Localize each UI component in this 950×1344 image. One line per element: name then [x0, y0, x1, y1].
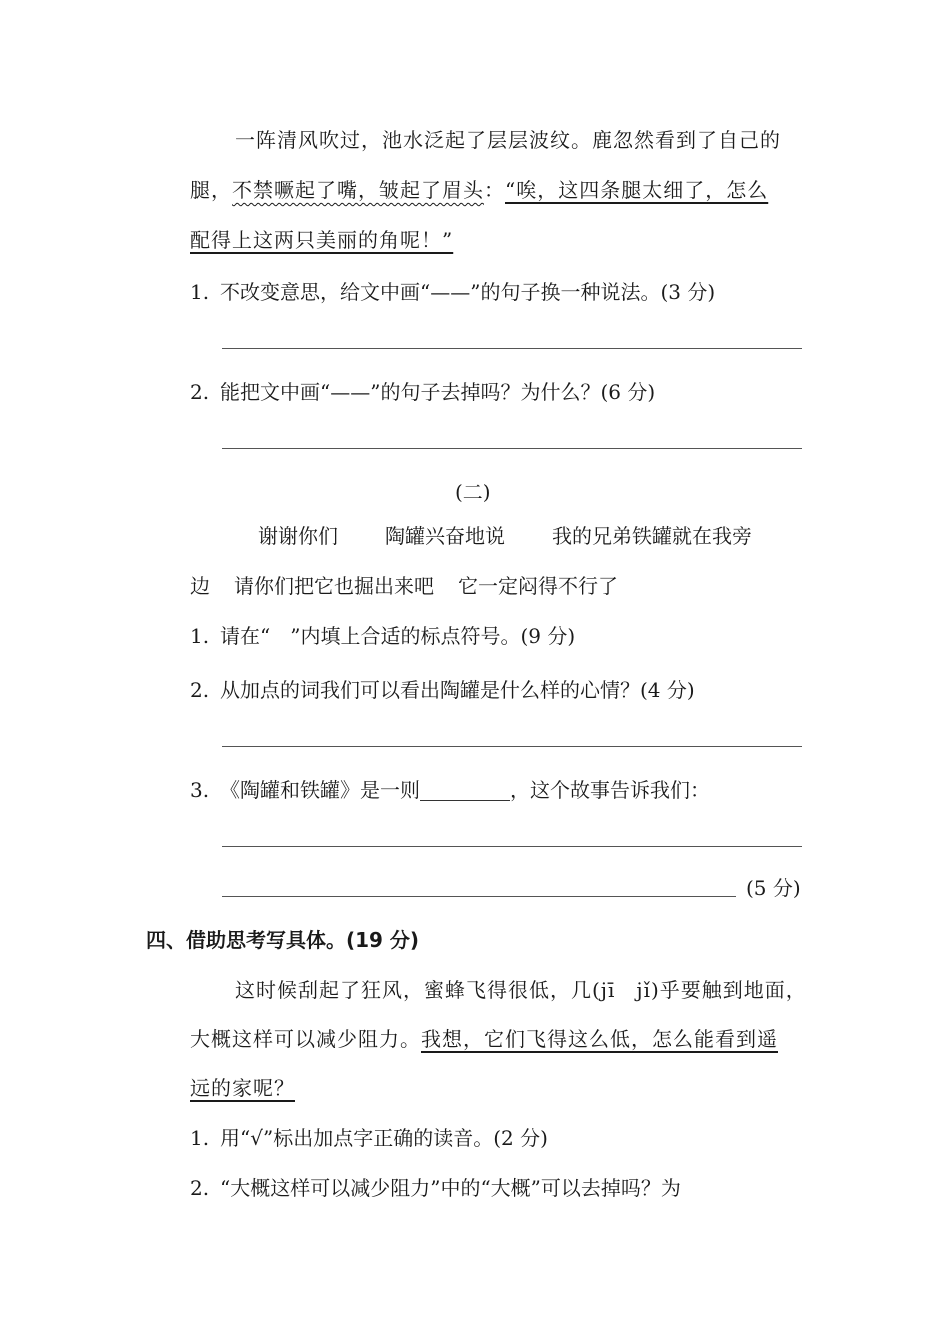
question2-3-score: (5 分) — [746, 876, 801, 900]
question1-1 — [190, 278, 715, 306]
underlined-sentence: 我想，它们飞得这么低，怎么能看到遥 — [421, 1027, 778, 1051]
section2-title: (二) — [455, 480, 491, 504]
passage-segment: 边 — [190, 574, 210, 598]
section4-title: 四、借助思考写具体。(19 分) — [146, 928, 420, 952]
answer-line[interactable] — [222, 846, 802, 847]
passage1-line1: 一阵清风吹过，池水泛起了层层波纹。鹿忽然看到了自己的 — [235, 128, 781, 152]
question-number: 1. — [190, 624, 210, 648]
fill-in-blank[interactable] — [420, 778, 510, 801]
section4-passage-line1: 这时候刮起了狂风，蜜蜂飞得很低，几(jī jǐ)乎要触到地面， — [235, 978, 807, 1002]
passage1-underlined-quote-end: 配得上这两只美丽的角呢！” — [190, 228, 454, 252]
question-text: 能把文中画“——”的句子去掉吗？为什么？(6 分) — [220, 380, 656, 404]
passage-segment: 大概这样可以减少阻力。 — [190, 1027, 421, 1051]
question-text: 从加点的词我们可以看出陶罐是什么样的心情？(4 分) — [220, 678, 695, 702]
passage1-underlined-quote-start: “唉，这四条腿太细了，怎么 — [505, 178, 769, 202]
passage1-line2 — [190, 176, 768, 204]
question-number: 1. — [190, 1126, 210, 1150]
question4-2 — [190, 1174, 681, 1202]
question2-2 — [190, 676, 695, 704]
answer-line[interactable] — [222, 448, 802, 449]
answer-line[interactable] — [222, 746, 802, 747]
question-number: 2. — [190, 1176, 210, 1200]
question4-1 — [190, 1124, 548, 1152]
question-number: 1. — [190, 280, 210, 304]
section4-passage-line2 — [190, 1025, 778, 1053]
section2-passage-line2 — [190, 572, 618, 600]
passage-segment: 谢谢你们 — [258, 524, 338, 548]
underlined-sentence-end: 远的家呢？ — [190, 1076, 295, 1100]
passage-segment: 陶罐兴奋地说 — [385, 524, 505, 548]
question-text: “大概这样可以减少阻力”中的“大概”可以去掉吗？为 — [220, 1176, 681, 1200]
question-text: 请在“ ”内填上合适的标点符号。(9 分) — [220, 624, 576, 648]
passage-segment: 我的兄弟铁罐就在我旁 — [552, 524, 752, 548]
question-text: 不改变意思，给文中画“——”的句子换一种说法。(3 分) — [220, 280, 716, 304]
question-number: 3. — [190, 778, 210, 802]
passage1-line2-start: 腿， — [190, 178, 232, 202]
passage1-wavy-text: 不禁噘起了嘴，皱起了眉头 — [232, 178, 484, 202]
passage1-colon: ： — [484, 178, 505, 202]
passage-segment: 它一定闷得不行了 — [458, 574, 618, 598]
question-text: 《陶罐和铁罐》是一则 — [220, 778, 420, 802]
question-number: 2. — [190, 380, 210, 404]
question2-3 — [190, 776, 710, 804]
section2-passage-line1 — [258, 522, 752, 550]
question1-2 — [190, 378, 655, 406]
question-text: 用“√”标出加点字正确的读音。(2 分) — [220, 1126, 548, 1150]
answer-line[interactable] — [222, 896, 736, 897]
passage1-line3 — [190, 226, 453, 254]
question2-1 — [190, 622, 575, 650]
section4-passage-line3 — [190, 1074, 295, 1102]
question-text: ，这个故事告诉我们： — [510, 778, 710, 802]
question-number: 2. — [190, 678, 210, 702]
answer-line[interactable] — [222, 348, 802, 349]
passage-segment: 请你们把它也掘出来吧 — [234, 574, 434, 598]
